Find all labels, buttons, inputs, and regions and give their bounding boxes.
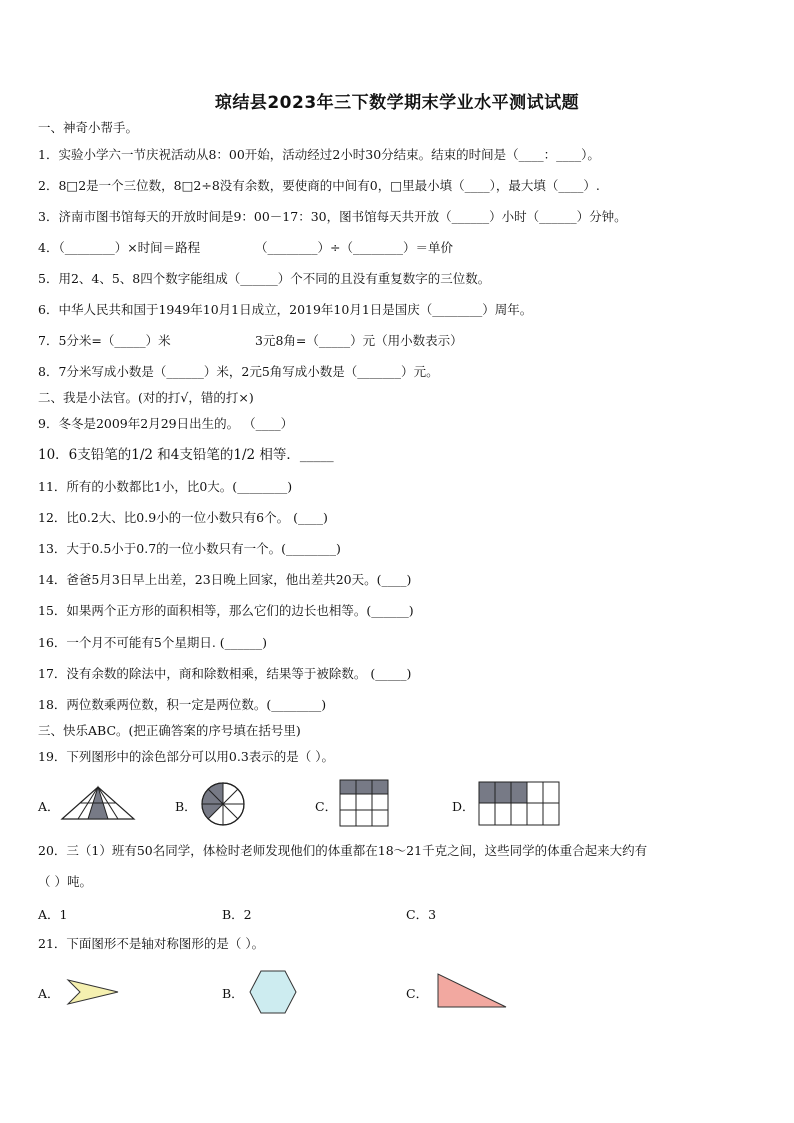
option-19-b: B． [175, 799, 197, 814]
question-8: 8．7分米写成小数是（______）米，2元5角写成小数是（_______）元。 [38, 364, 439, 379]
question-13: 13．大于0.5小于0.7的一位小数只有一个。(________) [38, 541, 341, 556]
option-21-a-arrow-figure [66, 977, 122, 1007]
page-title: 琼结县2023年三下数学期末学业水平测试试题 [214, 93, 580, 113]
question-4b: （________）÷（________）＝单价 [255, 240, 453, 255]
question-2: 2．8□2是一个三位数，8□2÷8没有余数，要使商的中间有0，□里最小填（____），最大填（____）. [38, 178, 600, 193]
question-18: 18．两位数乘两位数，积一定是两位数。(________) [38, 697, 327, 712]
option-19-c-grid-figure [339, 779, 391, 829]
option-19-d: D． [452, 799, 475, 814]
question-6: 6．中华人民共和国于1949年10月1日成立，2019年10月1日是国庆（________）周年。 [38, 302, 533, 317]
option-21-a: A． [38, 986, 60, 1001]
question-20: 20．三（1）班有50名同学，体检时老师发现他们的体重都在18～21千克之间，这些同学的体重合起来大约有 [38, 843, 648, 858]
section-1-heading: 一、神奇小帮手。 [38, 120, 139, 135]
question-5: 5．用2、4、5、8四个数字能组成（______）个不同的且没有重复数字的三位数。 [38, 271, 491, 286]
option-20-c: C．3 [406, 907, 437, 922]
question-14: 14．爸爸5月3日早上出差，23日晚上回家，他出差共20天。(____) [38, 572, 412, 587]
question-4a: 4．（________）×时间＝路程 [38, 240, 201, 255]
option-21-c-triangle-figure [436, 972, 510, 1010]
question-17: 17．没有余数的除法中，商和除数相乘，结果等于被除数。 (_____) [38, 666, 412, 681]
section-2-heading: 二、我是小法官。(对的打√，错的打×) [38, 390, 254, 405]
option-21-b: B． [222, 986, 244, 1001]
option-21-c: C． [406, 986, 429, 1001]
question-1: 1．实验小学六一节庆祝活动从8：00开始，活动经过2小时30分结束。结束的时间是（____：____）。 [38, 147, 600, 162]
option-20-a: A．1 [38, 907, 68, 922]
question-3: 3．济南市图书馆每天的开放时间是9：00－17：30，图书馆每天共开放（______）小时（______）分钟。 [38, 209, 627, 224]
question-7b: 3元8角=（_____）元（用小数表示） [255, 333, 463, 348]
section-3-heading: 三、快乐ABC。(把正确答案的序号填在括号里) [38, 723, 301, 738]
option-19-c: C． [315, 799, 338, 814]
option-20-b: B．2 [222, 907, 252, 922]
question-10: 10．6支铅笔的1/2 和4支铅笔的1/2 相等．_____ [38, 447, 334, 463]
question-16: 16．一个月不可能有5个星期日. (______) [38, 635, 268, 650]
option-19-a-triangle-figure [60, 784, 136, 822]
question-20-blank: （ ）吨。 [38, 874, 92, 889]
question-15: 15．如果两个正方形的面积相等，那么它们的边长也相等。(______) [38, 603, 414, 618]
option-19-d-grid-figure [478, 781, 560, 827]
question-19: 19．下列图形中的涂色部分可以用0.3表示的是（ ）。 [38, 749, 335, 764]
option-21-b-hexagon-figure [248, 969, 298, 1015]
option-19-a: A． [38, 799, 60, 814]
question-11: 11．所有的小数都比1小，比0大。(________) [38, 479, 293, 494]
question-12: 12．比0.2大、比0.9小的一位小数只有6个。 (____) [38, 510, 328, 525]
question-7a: 7．5分米=（_____）米 [38, 333, 171, 348]
question-21: 21．下面图形不是轴对称图形的是（ ）。 [38, 936, 265, 951]
option-19-b-circle-figure [200, 781, 246, 827]
question-9: 9．冬冬是2009年2月29日出生的。 （____） [38, 416, 294, 431]
